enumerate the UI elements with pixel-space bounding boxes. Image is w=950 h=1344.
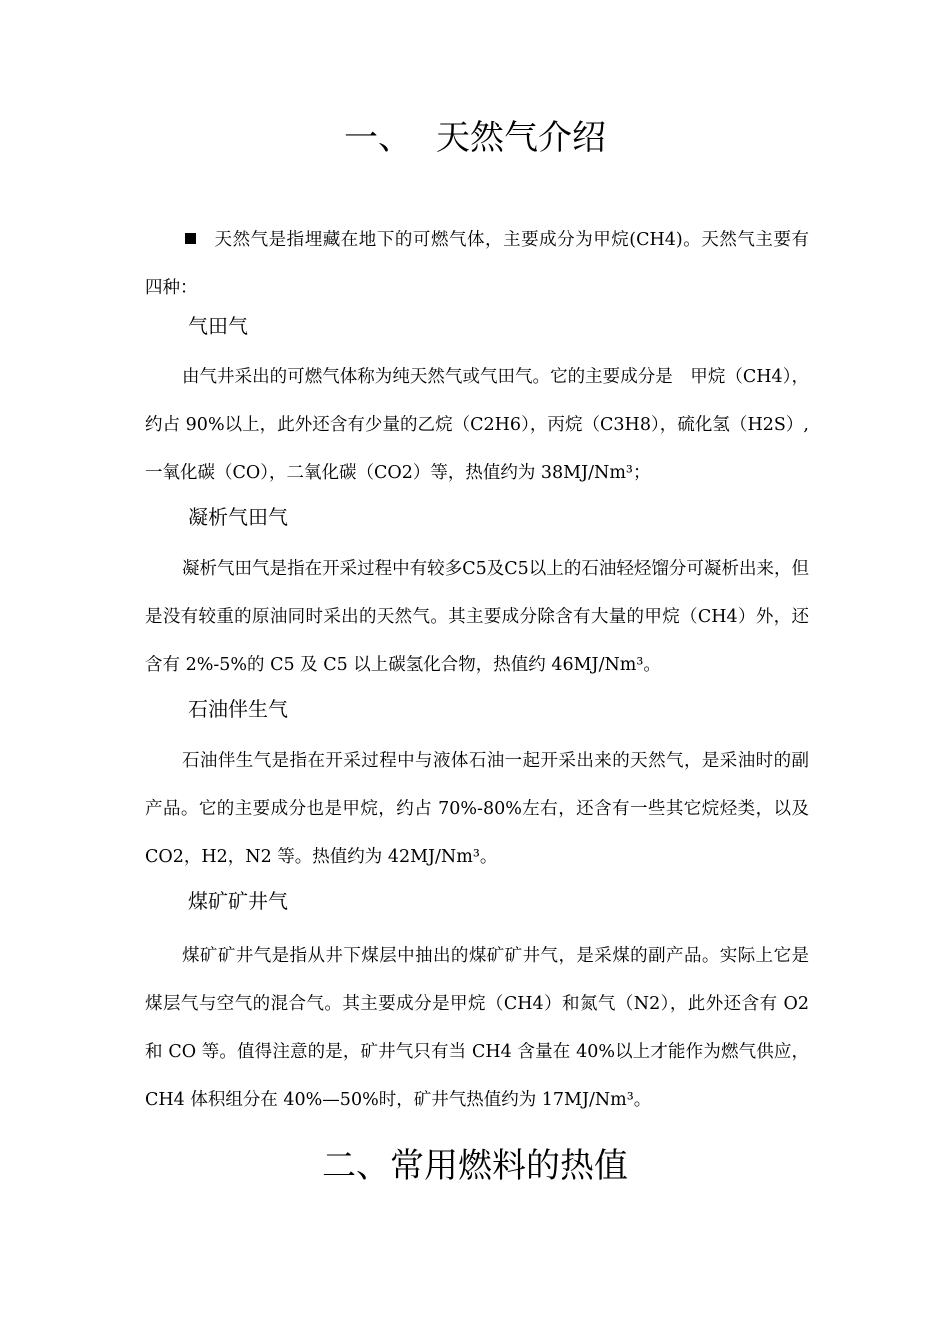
section-1-title: 天然气介绍 <box>436 118 606 158</box>
intro-text: 天然气是指埋藏在地下的可燃气体，主要成分为甲烷(CH4)。天然气主要有四种： <box>145 230 809 298</box>
section-1-number: 一、 <box>344 118 412 158</box>
gas-type-heading-associated: 石油伴生气 <box>188 697 288 721</box>
gas-type-body-coal-mine: 煤矿矿井气是指从井下煤层中抽出的煤矿矿井气，是采煤的副产品。实际上它是煤层气与空气的混合气。其主要成分是甲烷（CH4）和氮气（N2），此外还含有 O2 和 CO 等。值得注意的是，矿井气只有当 CH4 含量在 40%以上才能作为燃气供应，CH4 体积组分在 40%—50%时，矿井气热值约为 17MJ/Nm³。 <box>145 946 809 1110</box>
section-2-heading: 二、常用燃料的热值 <box>322 1146 628 1186</box>
gas-type-heading-gas-field: 气田气 <box>188 314 248 338</box>
gas-type-body-gas-field: 由气井采出的可燃气体称为纯天然气或气田气。它的主要成分是 甲烷（CH4），约占 90%以上，此外还含有少量的乙烷（C2H6），丙烷（C3H8），硫化氢（H2S）,一氧化碳（CO），二氧化碳（CO2）等，热值约为 38MJ/Nm³； <box>145 367 809 483</box>
section-1-heading <box>0 118 950 158</box>
gas-type-heading-coal-mine: 煤矿矿井气 <box>188 889 288 913</box>
square-bullet-icon <box>185 233 196 244</box>
gas-type-body-condensate: 凝析气田气是指在开采过程中有较多C5及C5以上的石油轻烃馏分可凝析出来，但是没有较重的原油同时采出的天然气。其主要成分除含有大量的甲烷（CH4）外，还含有 2%-5%的 C5 及 C5 以上碳氢化合物，热值约 46MJ/Nm³。 <box>145 559 809 675</box>
intro-paragraph <box>145 216 809 312</box>
gas-type-body-associated: 石油伴生气是指在开采过程中与液体石油一起开采出来的天然气，是采油时的副产品。它的主要成分也是甲烷，约占 70%-80%左右，还含有一些其它烷烃类，以及 CO2，H2，N2 等。热值约为 42MJ/Nm³。 <box>145 751 809 867</box>
gas-type-heading-condensate: 凝析气田气 <box>188 505 288 529</box>
